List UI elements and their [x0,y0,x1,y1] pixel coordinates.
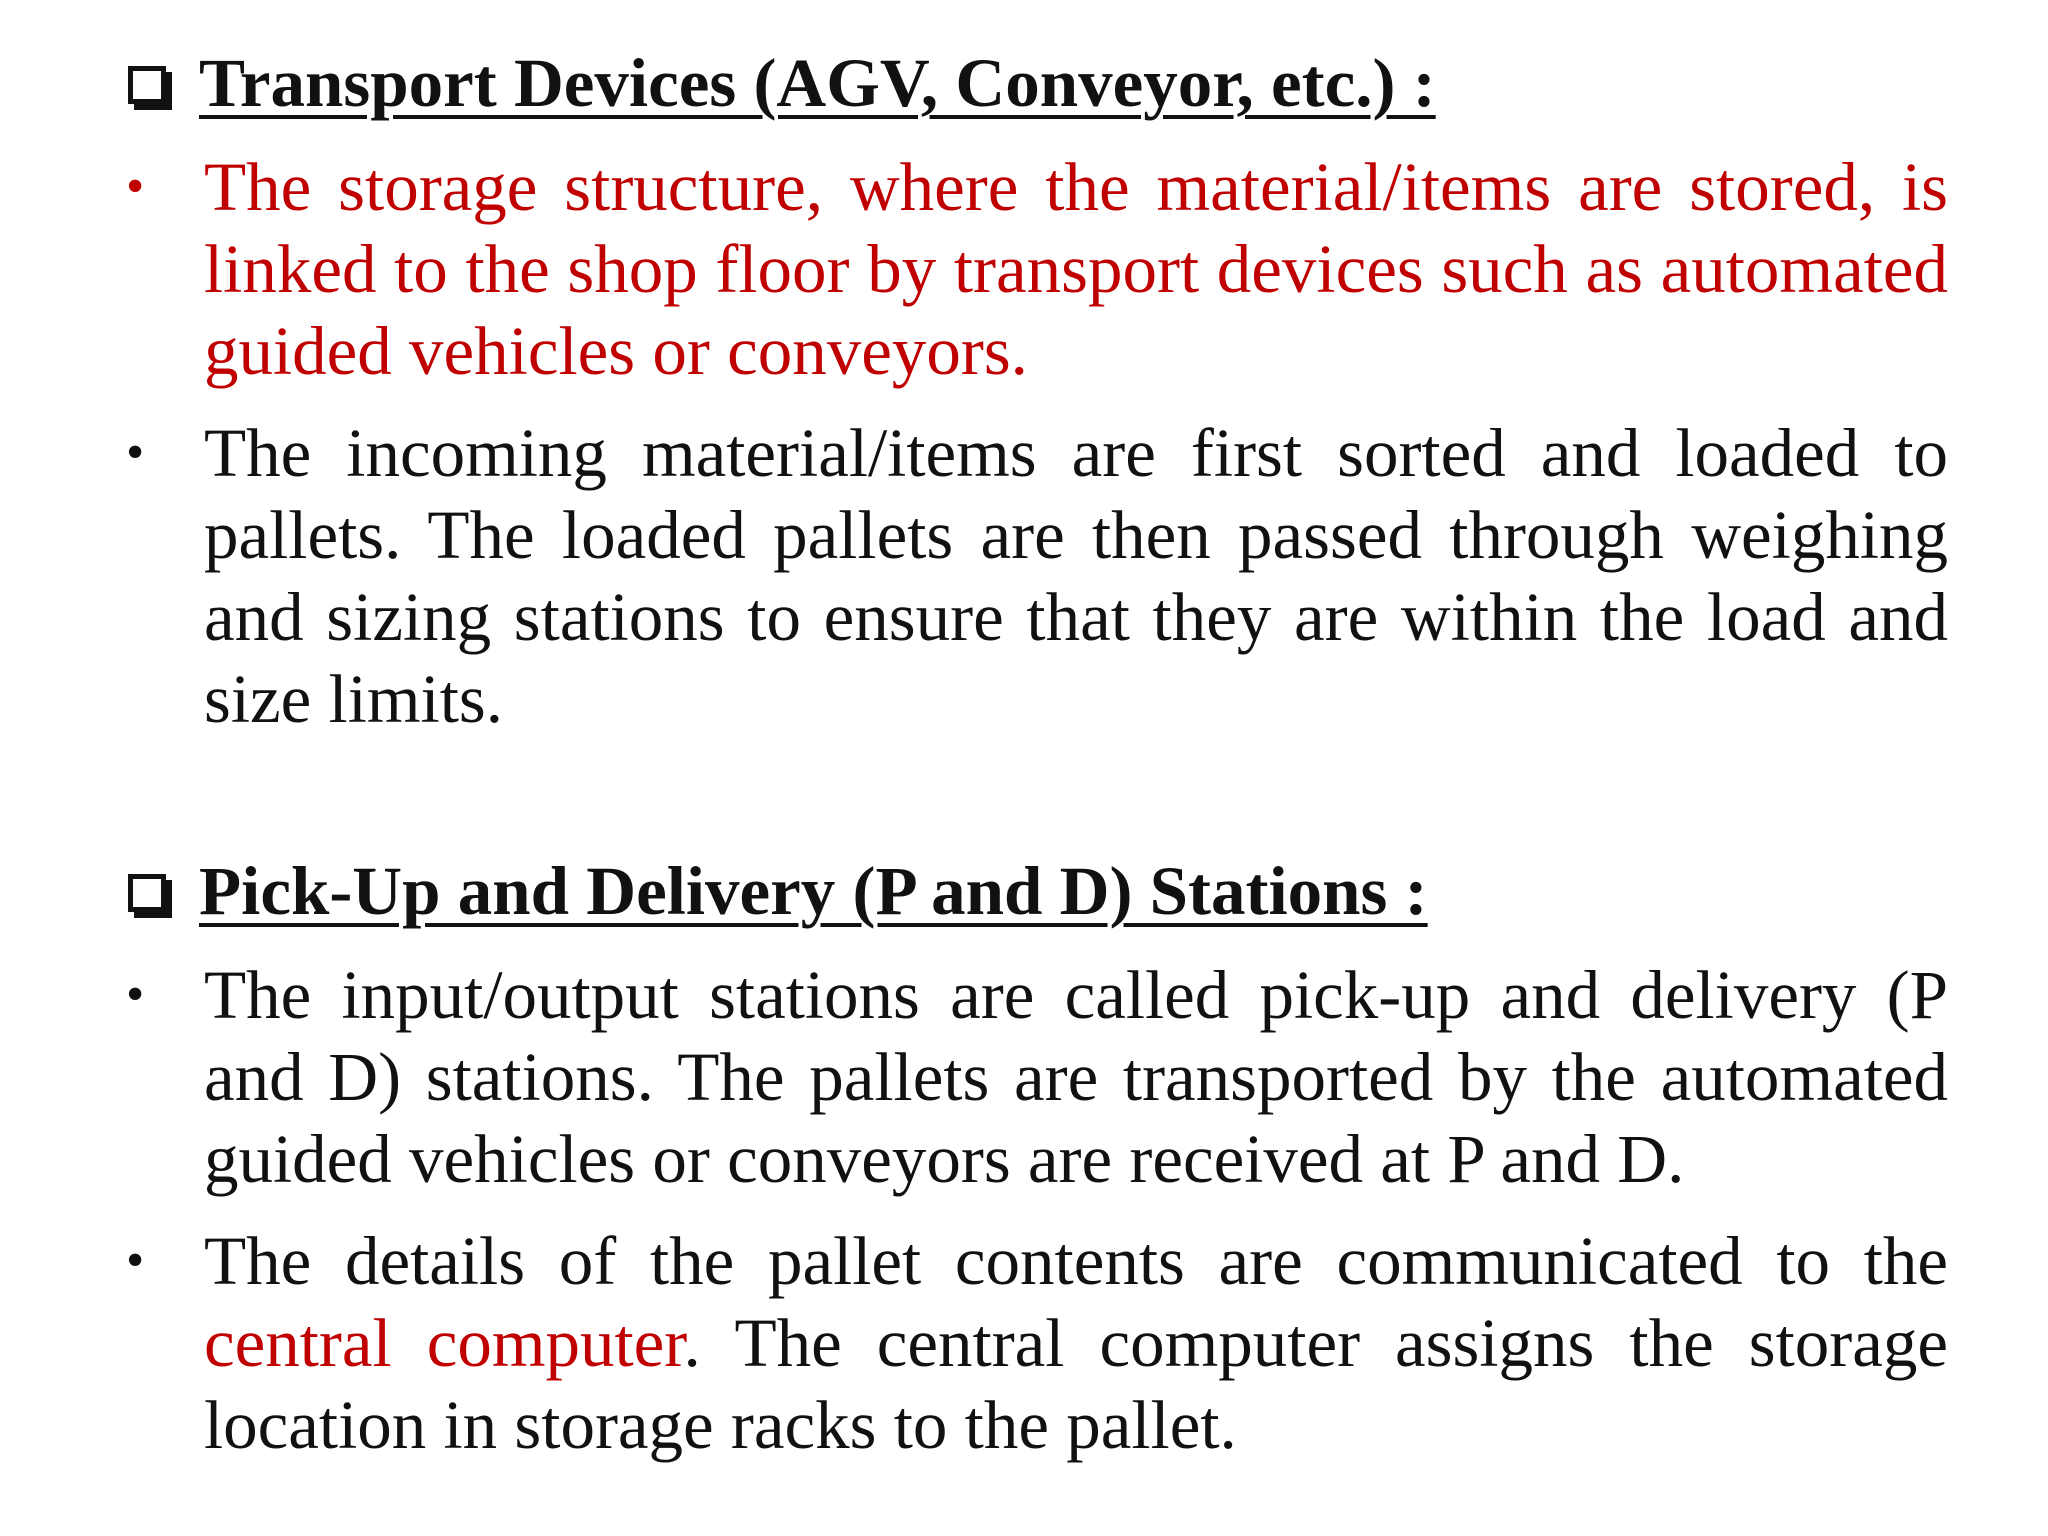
bullet-icon: • [126,1232,145,1289]
checkbox-bullet-icon [128,66,166,104]
list-item [128,146,1948,392]
bullet-text: The storage structure, where the material/items are stored, is linked to the shop floor by transport devices such as automated guided vehicles or conveyors. [204,149,1948,389]
section-heading [128,848,1948,934]
bullet-list [128,954,1948,1466]
section-pick-up-delivery [128,848,1948,1466]
bullet-icon: • [126,424,145,481]
section-transport-devices [128,40,1948,740]
bullet-icon: • [126,966,145,1023]
checkbox-bullet-icon [128,874,166,912]
list-item [128,1220,1948,1466]
bullet-text: The incoming material/items are first sorted and loaded to pallets. The loaded pallets are then passed through weighing and sizing stations to ensure that they are within the load and size limits. [204,415,1948,737]
bullet-text-after: . The central computer assigns the storage location in storage racks to the pallet. [204,1305,1948,1463]
section-heading [128,40,1948,126]
bullet-icon: • [126,158,145,215]
bullet-list [128,146,1948,740]
list-item [128,954,1948,1200]
heading-text: Pick-Up and Delivery (P and D) Stations : [199,853,1428,929]
bullet-text: The input/output stations are called pick-up and delivery (P and D) stations. The pallets are transported by the automated guided vehicles or conveyors are received at P and D. [204,957,1948,1197]
heading-text: Transport Devices (AGV, Conveyor, etc.) : [199,45,1436,121]
list-item [128,412,1948,740]
highlighted-term: central computer [204,1305,684,1381]
bullet-text-before: The details of the pallet contents are communicated to the [204,1223,1948,1299]
